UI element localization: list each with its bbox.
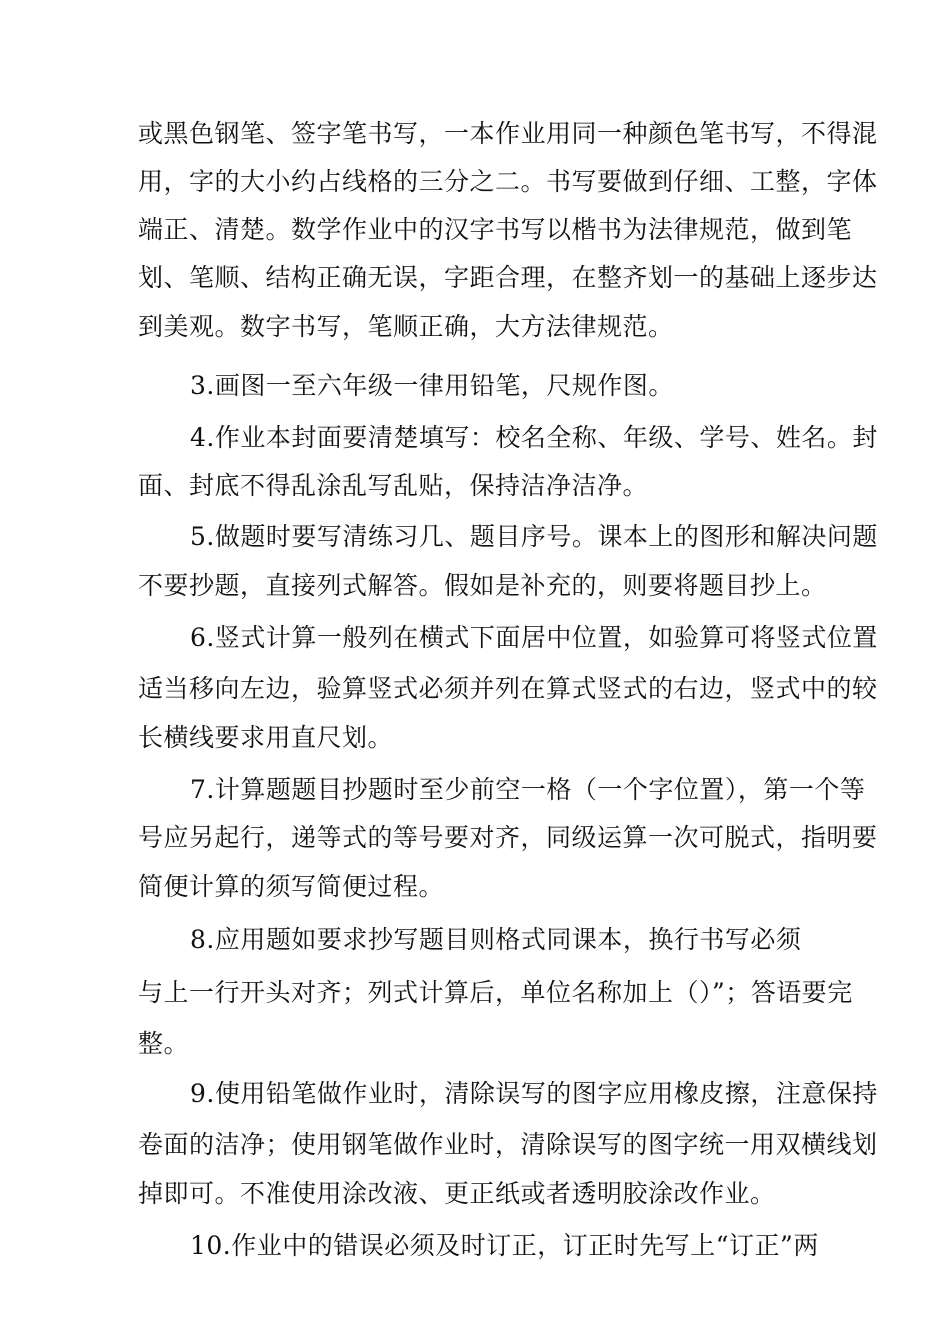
list-item-3: 3.画图一至六年级一律用铅笔，尺规作图。 bbox=[190, 371, 674, 400]
list-item-10: 10.作业中的错误必须及时订正，订正时先写上“订正”两 bbox=[190, 1231, 819, 1260]
text-line: 端正、清楚。数学作业中的汉字书写以楷书为法律规范，做到笔 bbox=[138, 215, 853, 244]
text-line: 或黑色钢笔、签字笔书写，一本作业用同一种颜色笔书写，不得混 bbox=[138, 119, 878, 148]
text-line: 号应另起行，递等式的等号要对齐，同级运算一次可脱式，指明要 bbox=[138, 823, 878, 852]
list-item-8: 8.应用题如要求抄写题目则格式同课本，换行书写必须 bbox=[190, 925, 802, 954]
text-line: 面、封底不得乱涂乱写乱贴，保持洁净洁净。 bbox=[138, 471, 649, 500]
text-line: 整。 bbox=[138, 1029, 190, 1058]
text-line: 不要抄题，直接列式解答。假如是补充的，则要将题目抄上。 bbox=[138, 571, 827, 600]
text-line: 用，字的大小约占线格的三分之二。书写要做到仔细、工整，字体 bbox=[138, 167, 878, 196]
list-item-6: 6.竖式计算一般列在横式下面居中位置，如验算可将竖式位置 bbox=[190, 623, 878, 652]
text-line: 划、笔顺、结构正确无误，字距合理，在整齐划一的基础上逐步达 bbox=[138, 263, 878, 292]
text-line: 到美观。数字书写，笔顺正确，大方法律规范。 bbox=[138, 312, 674, 341]
list-item-5: 5.做题时要写清练习几、题目序号。课本上的图形和解决问题 bbox=[190, 522, 878, 551]
list-item-4: 4.作业本封面要清楚填写：校名全称、年级、学号、姓名。封 bbox=[190, 423, 878, 452]
text-line: 掉即可。不准使用涂改液、更正纸或者透明胶涂改作业。 bbox=[138, 1179, 776, 1208]
text-line: 卷面的洁净；使用钢笔做作业时，清除误写的图字统一用双横线划 bbox=[138, 1130, 878, 1159]
text-line: 长横线要求用直尺划。 bbox=[138, 723, 394, 752]
list-item-9: 9.使用铅笔做作业时，清除误写的图字应用橡皮擦，注意保持 bbox=[190, 1079, 878, 1108]
text-line: 与上一行开头对齐；列式计算后，单位名称加上（）”；答语要完 bbox=[138, 978, 853, 1007]
text-line: 适当移向左边，验算竖式必须并列在算式竖式的右边，竖式中的较 bbox=[138, 674, 878, 703]
text-line: 简便计算的须写简便过程。 bbox=[138, 872, 445, 901]
list-item-7: 7.计算题题目抄题时至少前空一格（一个字位置），第一个等 bbox=[190, 775, 866, 804]
